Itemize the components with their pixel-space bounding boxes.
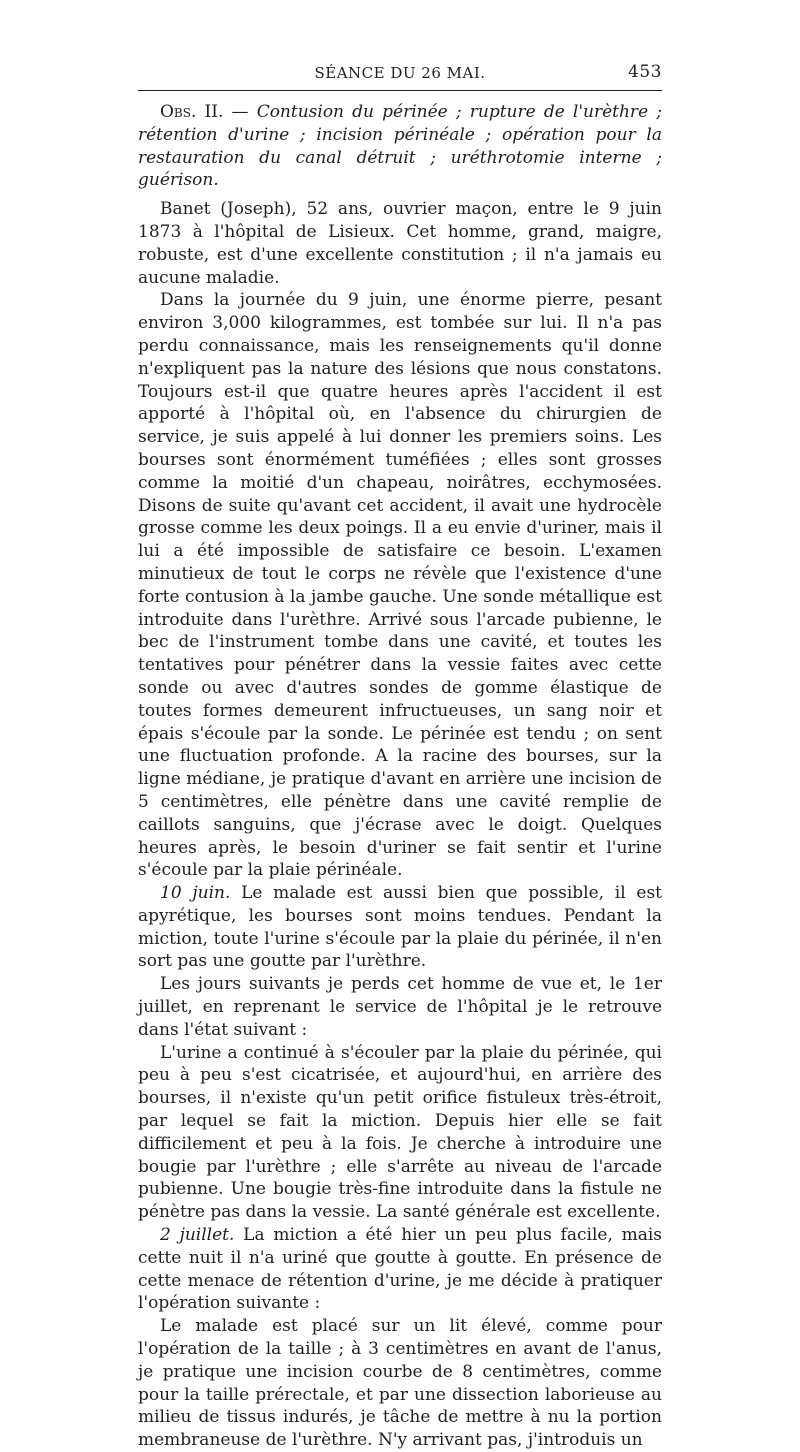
paragraph-july-2: [138, 1224, 662, 1315]
observation-heading: [138, 101, 662, 192]
page-header: [138, 60, 662, 88]
paragraph-operation: Le malade est placé sur un lit élevé, comme pour l'opération de la taille ; à 3 centimètres en avant de l'anus, je pratique une incision courbe de 8 centimètres, comme pour la taille prérectale, et par une dissection laborieuse au milieu de tissus indurés, je tâche de mettre à nu la portion membraneuse de l'urèthre. N'y arrivant pas, j'introduis un: [138, 1316, 662, 1451]
paragraph-patient-intro: Banet (Joseph), 52 ans, ouvrier maçon, entre le 9 juin 1873 à l'hôpital de Lisieux. Cet homme, grand, maigre, robuste, est d'une excellente constitution ; il n'a jamais eu aucune maladie.: [138, 199, 662, 288]
page-number: 453: [628, 62, 662, 82]
text-july-2: La miction a été hier un peu plus facile, mais cette nuit il n'a uriné que goutte à goutte. En présence de cette menace de rétention d'urine, je me décide à pratiquer l'opération suivante :: [138, 1225, 663, 1314]
paragraph-state: L'urine a continué à s'écouler par la plaie du périnée, qui peu à peu s'est cicatrisée, et aujourd'hui, en arrière des bourses, il n'existe qu'un petit orifice fistuleux très-étroit, par lequel se fait la miction. Depuis hier elle se fait difficilement et peu à la fois. Je cherche à introduire une bougie par l'urèthre ; elle s'arrête au niveau de l'arcade pubienne. Une bougie très-fine introduite dans la fistule ne pénètre pas dans la vessie. La santé générale est excellente.: [138, 1042, 662, 1223]
date-july-2: 2 juillet.: [160, 1225, 235, 1246]
header-rule: [138, 90, 662, 91]
observation-title: Contusion du périnée ; rupture de l'urèthre ; rétention d'urine ; incision périnéale ; opération pour la restauration du canal détruit ; uréthrotomie interne ; guérison.: [138, 102, 663, 191]
date-june-10: 10 juin.: [160, 883, 231, 904]
running-title: SÉANCE DU 26 MAI.: [314, 64, 486, 82]
paragraph-accident: Dans la journée du 9 juin, une énorme pierre, pesant environ 3,000 kilogrammes, est tombée sur lui. Il n'a pas perdu connaissance, mais les renseignements qu'il donne n'expliquent pas la nature des lésions que nous constatons. Toujours est-il que quatre heures après l'accident il est apporté à l'hôpital où, en l'absence du chirurgien de service, je suis appelé à lui donner les premiers soins. Les bourses sont énormément tuméfiées ; elles sont grosses comme la moitié d'un chapeau, noirâtres, ecchymosées. Disons de suite qu'avant cet accident, il avait une hydrocèle grosse comme les deux poings. Il a eu envie d'uriner, mais il lui a été impossible de satisfaire ce besoin. L'examen minutieux de tout le corps ne révèle que l'existence d'une forte contusion à la jambe gauche. Une sonde métallique est introduite dans l'urèthre. Arrivé sous l'arcade pubienne, le bec de l'instrument tombe dans une cavité, et toutes les tentatives pour pénétrer dans la vessie faites avec cette sonde ou avec d'autres sondes de gomme élastique de toutes formes demeurent infructueuses, un sang noir et épais s'écoule par la sonde. Le périnée est tendu ; on sent une fluctuation profonde. A la racine des bourses, sur la ligne médiane, je pratique d'avant en arrière une incision de 5 centimètres, elle pénètre dans une cavité remplie de caillots sanguins, que j'écrase avec le doigt. Quelques heures après, le besoin d'uriner se fait sentir et l'urine s'écoule par la plaie périnéale.: [138, 290, 662, 881]
text-june-10: Le malade est aussi bien que possible, il est apyrétique, les bourses sont moins tendues. Pendant la miction, toute l'urine s'écoule par la plaie du périnée, il n'en sort pas une goutte par l'urèthre.: [138, 883, 662, 972]
paragraph-following-days: Les jours suivants je perds cet homme de vue et, le 1er juillet, en reprenant le service de l'hôpital je le retrouve dans l'état suivant :: [138, 974, 662, 1040]
paragraph-june-10: [138, 882, 662, 973]
observation-label: Obs. II. —: [160, 102, 249, 122]
